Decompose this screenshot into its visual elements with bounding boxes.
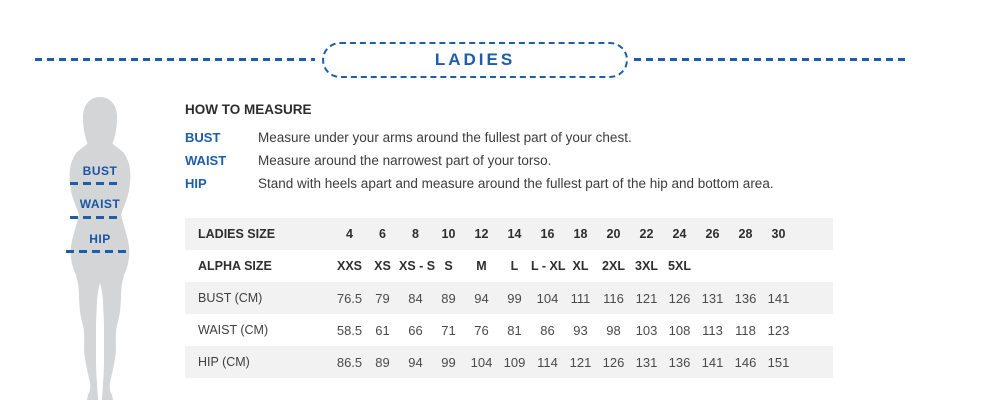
header-dashed-line-right	[634, 58, 906, 61]
female-silhouette-icon	[52, 95, 148, 403]
size-cell: 5XL	[668, 259, 691, 273]
size-cell: 109	[503, 354, 526, 370]
measure-term: BUST	[185, 130, 221, 145]
measure-description: Measure around the narrowest part of your torso.	[258, 153, 552, 168]
size-cell: S	[444, 259, 453, 273]
size-cell: 131	[635, 354, 658, 370]
size-cell: 141	[701, 354, 724, 370]
figure-bust-label: BUST	[82, 164, 118, 178]
measure-term: HIP	[185, 176, 207, 191]
size-cell: XS - S	[399, 259, 436, 273]
size-cell: 79	[375, 290, 390, 306]
size-cell: 118	[735, 322, 756, 338]
size-cell: 24	[672, 227, 687, 241]
size-cell: 86.5	[336, 354, 363, 370]
size-cell: 26	[705, 227, 720, 241]
row-label: LADIES SIZE	[198, 227, 276, 241]
size-cell: 2XL	[602, 259, 625, 273]
size-cell: 111	[570, 290, 591, 306]
measure-description: Measure under your arms around the fullest part of your chest.	[258, 130, 632, 145]
size-cell: L	[510, 259, 519, 273]
size-cell: 94	[408, 354, 423, 370]
row-label: WAIST (CM)	[198, 323, 269, 337]
size-cell: 86	[540, 322, 555, 338]
size-cell: 121	[635, 290, 658, 306]
measure-item-hip	[185, 172, 885, 195]
size-cell: 10	[441, 227, 456, 241]
size-cell: 146	[734, 354, 757, 370]
table-row	[185, 250, 833, 282]
size-cell: 123	[767, 322, 790, 338]
waist-measure-line	[70, 216, 118, 219]
row-label: ALPHA SIZE	[198, 259, 272, 273]
header-dashed-line-left	[35, 58, 315, 61]
measure-term: WAIST	[185, 153, 227, 168]
size-cell: 89	[441, 290, 456, 306]
size-cell: 66	[408, 322, 423, 338]
size-cell: 116	[603, 290, 624, 306]
size-cell: 93	[573, 322, 588, 338]
size-cell: 4	[346, 227, 353, 241]
size-cell: 94	[474, 290, 489, 306]
size-cell: 76.5	[336, 290, 363, 306]
size-cell: 104	[470, 354, 493, 370]
size-cell: 99	[441, 354, 456, 370]
size-cell: 113	[702, 322, 723, 338]
size-cell: 103	[635, 322, 658, 338]
row-label: BUST (CM)	[198, 291, 263, 305]
filler-cell	[795, 218, 833, 250]
measurement-figure	[52, 95, 148, 403]
table-row	[185, 218, 833, 250]
page-title: LADIES	[434, 50, 516, 69]
filler-cell	[795, 282, 833, 314]
size-cell: M	[476, 259, 487, 273]
size-cell: 6	[379, 227, 386, 241]
size-table-section	[185, 218, 833, 378]
size-cell: 141	[767, 290, 790, 306]
row-label: HIP (CM)	[198, 355, 250, 369]
filler-cell	[795, 314, 833, 346]
measure-item-waist	[185, 149, 885, 172]
size-cell: 89	[375, 354, 390, 370]
size-cell: XS	[374, 259, 391, 273]
size-cell	[696, 250, 729, 282]
measure-item-bust	[185, 126, 885, 149]
size-cell: 3XL	[635, 259, 658, 273]
size-cell: 99	[507, 290, 522, 306]
size-cell: 151	[767, 354, 790, 370]
size-cell: 8	[412, 227, 419, 241]
size-cell: 108	[668, 322, 691, 338]
size-cell: 136	[668, 354, 691, 370]
size-cell: 30	[771, 227, 786, 241]
size-cell: 136	[734, 290, 757, 306]
ladies-title-pill	[322, 42, 628, 78]
measure-description: Stand with heels apart and measure around the fullest part of the hip and bottom area.	[258, 176, 774, 191]
size-cell: 81	[507, 322, 522, 338]
size-cell: 126	[602, 354, 625, 370]
hip-measure-line	[66, 250, 128, 253]
size-cell: 104	[536, 290, 559, 306]
table-row	[185, 314, 833, 346]
size-cell: 84	[408, 290, 423, 306]
bust-measure-line	[70, 182, 120, 185]
size-cell: 121	[569, 354, 592, 370]
size-cell: 71	[441, 322, 456, 338]
how-to-measure-section	[185, 102, 885, 195]
filler-cell	[795, 346, 833, 378]
figure-waist-label: WAIST	[79, 197, 121, 211]
size-cell: 14	[507, 227, 522, 241]
how-to-measure-title: HOW TO MEASURE	[185, 102, 312, 117]
size-cell: 126	[668, 290, 691, 306]
size-cell: 20	[606, 227, 621, 241]
size-cell: 18	[573, 227, 588, 241]
size-cell: 22	[639, 227, 654, 241]
size-cell: 76	[474, 322, 489, 338]
size-table-body	[185, 218, 833, 378]
size-cell: L - XL	[531, 259, 566, 273]
size-cell: 28	[738, 227, 753, 241]
figure-hip-label: HIP	[89, 232, 111, 246]
size-cell: 98	[606, 322, 621, 338]
size-cell: 58.5	[336, 322, 363, 338]
size-cell: 114	[537, 354, 558, 370]
size-cell: XL	[572, 259, 589, 273]
size-cell: 12	[474, 227, 489, 241]
size-cell	[762, 250, 795, 282]
ladies-size-table	[185, 218, 833, 378]
table-row	[185, 346, 833, 378]
size-cell: XXS	[336, 259, 362, 273]
size-cell: 61	[375, 322, 390, 338]
table-row	[185, 282, 833, 314]
size-cell	[729, 250, 762, 282]
size-cell: 16	[540, 227, 555, 241]
size-cell: 131	[701, 290, 724, 306]
filler-cell	[795, 250, 833, 282]
